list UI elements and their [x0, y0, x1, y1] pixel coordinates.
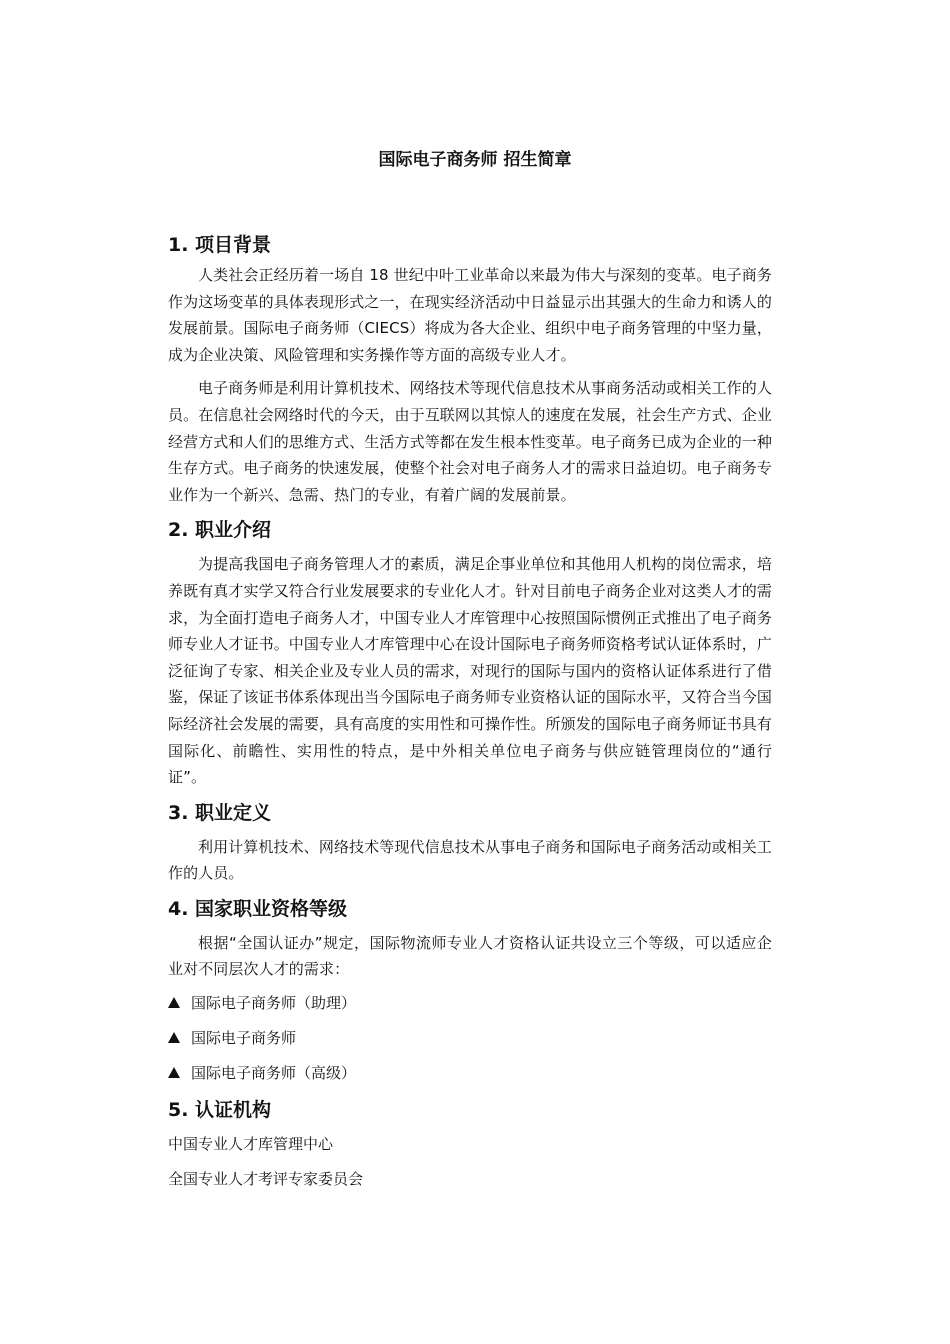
- section-project-background: [168, 230, 772, 508]
- document-title: 国际电子商务师 招生简章: [378, 150, 572, 170]
- triangle-bullet-icon: [168, 997, 180, 1008]
- section-heading: 1. 项目背景: [168, 234, 272, 256]
- level-label: 国际电子商务师（高级）: [191, 1064, 357, 1083]
- triangle-bullet-icon: [168, 1067, 180, 1078]
- level-label: 国际电子商务师: [191, 1029, 297, 1048]
- section-heading: 5. 认证机构: [168, 1099, 272, 1122]
- list-item: [168, 990, 772, 1016]
- section-heading: 3. 职业定义: [168, 801, 272, 824]
- triangle-bullet-icon: [168, 1032, 180, 1043]
- paragraph: 利用计算机技术、网络技术等现代信息技术从事电子商务和国际电子商务活动或相关工作的人员。: [168, 837, 772, 883]
- organization-name: 中国专业人才库管理中心: [168, 1135, 334, 1154]
- section-certification-bodies: [168, 1095, 772, 1192]
- organization-name: 全国专业人才考评专家委员会: [168, 1170, 364, 1189]
- levels-list: [168, 990, 772, 1086]
- section-career-definition: [168, 798, 772, 887]
- section-career-introduction: [168, 515, 772, 790]
- section-heading: 4. 国家职业资格等级: [168, 897, 348, 920]
- list-item: [168, 1025, 772, 1051]
- paragraph: 为提高我国电子商务管理人才的素质，满足企事业单位和其他用人机构的岗位需求，培养既有真才实学又符合行业发展要求的专业化人才。针对目前电子商务企业对这类人才的需求，为全面打造电子商务人才，中国专业人才库管理中心按照国际惯例正式推出了电子商务师专业人才证书。中国专业人才库管理中心在设计国际电子商务师资格考试认证体系时，广泛征询了专家、相关企业及专业人员的需求，对现行的国际与国内的资格认证体系进行了借鉴，保证了该证书体系体现出当今国际电子商务师专业资格认证的国际水平，又符合当今国际经济社会发展的需要，具有高度的实用性和可操作性。所颁发的国际电子商务师证书具有国际化、前瞻性、实用性的特点，是中外相关单位电子商务与供应链管理岗位的“通行证”。: [168, 555, 773, 787]
- paragraph: 电子商务师是利用计算机技术、网络技术等现代信息技术从事商务活动或相关工作的人员。在信息社会网络时代的今天，由于互联网以其惊人的速度在发展，社会生产方式、企业经营方式和人们的思维方式、生活方式等都在发生根本性变革。电子商务已成为企业的一种生存方式。电子商务的快速发展，使整个社会对电子商务人才的需求日益迫切。电子商务专业作为一个新兴、急需、热门的专业，有着广阔的发展前景。: [168, 379, 773, 504]
- section-heading: 2. 职业介绍: [168, 519, 272, 542]
- paragraph: 根据“全国认证办”规定，国际物流师专业人才资格认证共设立三个等级，可以适应企业对不同层次人才的需求：: [168, 933, 772, 979]
- document-body: [168, 230, 772, 1201]
- paragraph: 人类社会正经历着一场自 18 世纪中叶工业革命以来最为伟大与深刻的变革。电子商务作为这场变革的具体表现形式之一，在现实经济活动中日益显示出其强大的生命力和诱人的发展前景。国际电子商务师（CIECS）将成为各大企业、组织中电子商务管理的中坚力量，成为企业决策、风险管理和实务操作等方面的高级专业人才。: [168, 266, 773, 364]
- section-qualification-levels: [168, 894, 772, 1086]
- level-label: 国际电子商务师（助理）: [191, 994, 357, 1013]
- list-item: [168, 1060, 772, 1086]
